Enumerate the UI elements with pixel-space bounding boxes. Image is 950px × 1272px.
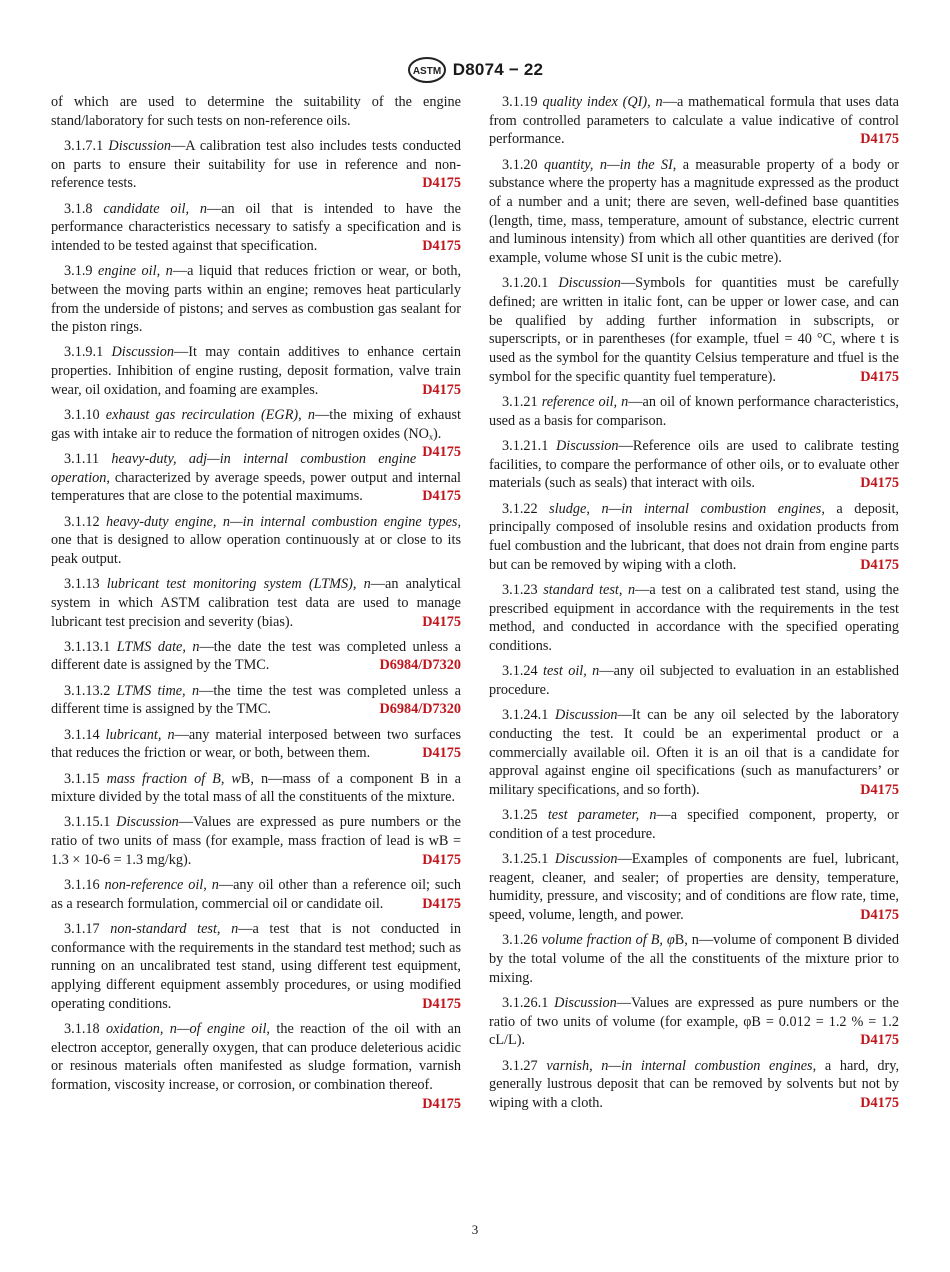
reference-link[interactable]: D4175 [860, 907, 899, 924]
definition-entry [489, 994, 899, 1050]
definition-entry [489, 93, 899, 149]
term: standard test, n [543, 581, 636, 598]
reference-link[interactable]: D4175 [422, 488, 461, 505]
section-number: 3.1.26.1 [502, 994, 549, 1011]
term: test oil, n [543, 663, 600, 680]
section-number: 3.1.21.1 [502, 437, 549, 454]
term: mass fraction of B, w [106, 770, 241, 787]
reference-link[interactable]: D4175 [860, 475, 899, 492]
definition-entry [51, 137, 461, 193]
term: Discussion [555, 707, 618, 724]
section-number: 3.1.25 [502, 807, 538, 824]
definition-entry [51, 343, 461, 399]
definition-entry [51, 920, 461, 1014]
reference-link[interactable]: D4175 [422, 851, 461, 868]
section-number: 3.1.21 [502, 394, 538, 411]
definition-text: —A calibration test also includes tests conducted on parts to ensure their suitability for use in reference and non-reference tests. [51, 137, 462, 192]
definition-text: —a test on a calibrated test stand, using the prescribed equipment in accordance with the requirements in the test method, and conducted in accordance with the specified operating conditions. [489, 581, 900, 654]
term: lubricant, n [105, 726, 175, 743]
section-number: 3.1.20.1 [502, 275, 549, 292]
reference-link[interactable]: D4175 [422, 745, 461, 762]
term: Discussion [558, 275, 621, 292]
definition-entry [51, 813, 461, 869]
reference-link[interactable]: D4175 [860, 368, 899, 385]
reference-link[interactable]: D4175 [860, 131, 899, 148]
definition-text: —any oil other than a reference oil; such as a research formulation, commercial oil or candidate oil. [51, 877, 462, 912]
svg-text:ASTM: ASTM [412, 66, 441, 77]
definition-text: , one that is designed to allow operation continuously at or close to its peak output. [51, 513, 461, 567]
section-number: 3.1.17 [64, 920, 100, 937]
term: lubricant test monitoring system (LTMS), n [106, 576, 371, 593]
term: heavy-duty engine, n—in internal combustion engine types [106, 513, 458, 530]
definition-entry [489, 806, 899, 843]
definition-entry [51, 726, 461, 763]
section-number: 3.1.24.1 [502, 707, 549, 724]
section-number: 3.1.25.1 [502, 851, 549, 868]
reference-link[interactable]: D4175 [422, 237, 461, 254]
right-column [489, 93, 899, 1119]
section-number: 3.1.13 [64, 576, 100, 593]
definition-text: —a test that is not conducted in conformance with the requirements in the standard test method; such as running on an uncalibrated test stand, using different test equipment, applying different equipment assembly procedures, or using modified operating conditions. [51, 920, 462, 1012]
definition-text: —Symbols for quantities must be carefully defined; are written in italic font, can be upper or lower case, and can be qualified by adding further information in subscripts, or superscripts, or in parentheses (for example, tfuel = 40 °C, where t is used as the symbol for the quantity Celsius temperature and tfuel is the symbol for the specific quantity fuel temperature). [489, 275, 899, 385]
definition-text: —a mathematical formula that uses data from controlled parameters to calculate a value indicative of control performance. [489, 94, 900, 148]
definition-text: —Values are expressed as pure numbers or the ratio of two units of mass (for example, mass fraction of lead is wB = 1.3 × 10-6 = 1.3 mg/kg). [51, 814, 462, 868]
reference-link[interactable]: D4175 [860, 781, 899, 798]
definition-entry [51, 638, 461, 675]
definition-text: —It may contain additives to enhance certain properties. Inhibition of engine rusting, deposit formation, valve train wear, oil oxidation, and foaming are examples. [51, 344, 461, 398]
reference-link[interactable]: D4175 [422, 444, 461, 461]
section-number: 3.1.12 [64, 513, 100, 530]
definition-entry [51, 450, 461, 506]
section-number: 3.1.13.1 [64, 638, 111, 655]
section-number: 3.1.26 [502, 932, 538, 949]
definition-text: , a measurable property of a body or substance where the property has a magnitude expressed as the product of a number and a unit; there are seven, well-defined base quantities (length, time, mass, temperature, amount of substance, electric current and luminous intensity) from which all other quantities are derived (for example, volume whose SI unit is the cubic metre). [489, 156, 899, 267]
definition-entry [489, 437, 899, 493]
term: Discussion [556, 437, 619, 454]
section-number: 3.1.8 [64, 200, 93, 217]
reference-link[interactable]: D4175 [422, 175, 461, 192]
definition-entry [51, 682, 461, 719]
definition-entry [489, 1057, 899, 1113]
term: non-reference oil, n [104, 877, 219, 894]
page-number: 3 [471, 1222, 479, 1237]
term: Discussion [108, 137, 171, 154]
term: heavy-duty, adj—in internal combustion engine operation [51, 450, 417, 486]
term: Discussion [554, 994, 617, 1011]
definition-text: —an oil that is intended to have the performance characteristics necessary to satisfy a specification and is intended to be tested against that specification. [51, 200, 461, 254]
term: candidate oil, n [103, 200, 207, 217]
reference-link[interactable]: D4175 [422, 1095, 461, 1112]
term: exhaust gas recirculation (EGR), n [105, 407, 316, 424]
definition-text: of which are used to determine the suitability of the engine stand/laboratory for such tests on non-reference oils. [51, 94, 461, 129]
definition-entry [489, 500, 899, 575]
definition-entry [489, 274, 899, 386]
page-header [0, 56, 950, 84]
term: Discussion [111, 344, 174, 361]
definition-text: —a liquid that reduces friction or wear, or both, between the moving parts within an engine; removes heat particularly from the underside of pistons; and serves as combustion gas sealant for the piston rings. [51, 263, 462, 336]
definition-text: —Reference oils are used to calibrate testing facilities, to compare the performance of other oils, or to evaluate other materials (such as seals) that interact with oils. [489, 437, 899, 492]
section-number: 3.1.27 [502, 1057, 538, 1074]
definition-text: —an oil of known performance characteristics, used as a basis for comparison. [489, 394, 899, 429]
definition-entry [489, 662, 899, 699]
definition-text: —an analytical system in which ASTM calibration test data are used to manage lubricant test precision and severity (bias). [51, 576, 462, 630]
reference-link[interactable]: D4175 [860, 1094, 899, 1111]
definition-text: —Values are expressed as pure numbers or the ratio of two units of volume (for example, φB = 0.012 = 1.2 % = 1.2 cL/L). [489, 994, 900, 1049]
document-id: D8074 − 22 [452, 60, 544, 79]
definition-entry [489, 393, 899, 430]
section-number: 3.1.10 [64, 407, 100, 424]
term: sludge, n—in internal combustion engines [549, 500, 822, 517]
section-number: 3.1.24 [502, 663, 538, 680]
definition-entry [51, 262, 461, 337]
definition-entry [489, 156, 899, 268]
definition-entry [489, 706, 899, 800]
definition-entry [51, 1020, 462, 1112]
definition-text: —any material interposed between two surfaces that reduces the friction or wear, or both, between them. [51, 726, 462, 762]
reference-link[interactable]: D6984/D7320 [379, 701, 461, 718]
term: varnish, n—in internal combustion engines [546, 1057, 813, 1074]
section-number: 3.1.18 [64, 1020, 100, 1037]
definition-text: —Examples of components are fuel, lubricant, reagent, cleaner, and sealer; of properties are density, temperature, humidity, pressure, and viscosity; and of conditions are flow rate, time, speed, volume, length, and power. [489, 851, 900, 924]
definition-text: , characterized by average speeds, power output and internal temperatures that are close to the potential maximums. [51, 469, 461, 505]
reference-link[interactable]: D4175 [422, 895, 461, 912]
reference-link[interactable]: D4175 [422, 613, 461, 630]
definition-text: —It can be any oil selected by the laboratory conducting the test. It could be an experimental product or a commercially available oil. Often it is an oil that is a candidate for approval against engine oil specifications (such as manufacturers’ or military specifications, and so forth). [489, 707, 900, 798]
term: non-standard test, n [110, 920, 239, 937]
term: oxidation, n—of engine oil [106, 1020, 267, 1037]
term: Discussion [554, 851, 618, 868]
definition-entry [51, 200, 461, 256]
definition-text: —the date the test was completed unless a different date is assigned by the TMC. [51, 638, 461, 674]
section-number: 3.1.11 [64, 450, 100, 467]
definition-entry [51, 876, 461, 913]
section-number: 3.1.14 [64, 726, 100, 743]
term: quality index (QI), n [542, 94, 663, 110]
astm-logo-icon [407, 56, 447, 84]
definition-entry [51, 513, 461, 569]
section-number: 3.1.19 [502, 94, 538, 110]
term: engine oil, n [98, 263, 173, 280]
definition-entry [489, 581, 899, 656]
definition-text: B, n—volume of component B divided by the total volume of the all the constituents of the mixture prior to mixing. [489, 932, 900, 986]
definition-entry [51, 93, 461, 130]
term: LTMS date, n [116, 638, 200, 655]
left-column [51, 93, 461, 1113]
definition-text: B, n—mass of a component B in a mixture divided by the total mass of all the constituents of the mixture. [51, 770, 461, 806]
definition-text: —a specified component, property, or condition of a test procedure. [489, 807, 900, 842]
section-number: 3.1.15 [64, 770, 100, 787]
section-number: 3.1.13.2 [64, 682, 111, 699]
section-number: 3.1.22 [502, 500, 538, 517]
definition-entry [489, 931, 899, 987]
section-number: 3.1.16 [64, 877, 100, 894]
term: Discussion [116, 814, 179, 831]
definition-text: , the reaction of the oil with an electron acceptor, generally oxygen, that can produce deleterious acidic or resinous materials often manifested as sludge formation, varnish formation, viscosity increase, or corrosion, or combination thereof. [51, 1020, 462, 1094]
definition-text: , a hard, dry, generally lustrous deposit that can be removed by solvents but not by wiping with a cloth. [489, 1057, 900, 1111]
definition-text: —the mixing of exhaust gas with intake air to reduce the formation of nitrogen oxides (NOₓ). [51, 407, 461, 442]
definition-entry [489, 850, 899, 925]
definition-text: —the time the test was completed unless a different time is assigned by the TMC. [51, 682, 461, 718]
term: reference oil, n [541, 394, 629, 411]
section-number: 3.1.9 [64, 263, 93, 280]
term: volume fraction of B, φ [541, 932, 675, 949]
reference-link[interactable]: D4175 [422, 381, 461, 398]
term: LTMS time, n [116, 682, 200, 699]
reference-link[interactable]: D4175 [422, 995, 461, 1012]
section-number: 3.1.9.1 [64, 344, 104, 361]
term: test parameter, n [547, 807, 657, 824]
definition-text: , a deposit, principally composed of insoluble resins and oxidation products from fuel combustion and the lubricant, that does not drain from engine parts but can be removed by wiping with a cloth. [489, 500, 899, 573]
reference-link[interactable]: D6984/D7320 [379, 657, 461, 674]
term: quantity, n—in the SI [544, 156, 673, 173]
reference-link[interactable]: D4175 [860, 556, 899, 573]
definition-entry [51, 770, 461, 807]
section-number: 3.1.20 [502, 156, 538, 173]
section-number: 3.1.7.1 [64, 137, 104, 154]
reference-link[interactable]: D4175 [860, 1032, 899, 1049]
section-number: 3.1.15.1 [64, 814, 111, 831]
definition-text: —any oil subjected to evaluation in an established procedure. [489, 663, 899, 698]
section-number: 3.1.23 [502, 581, 538, 598]
definition-entry [51, 575, 461, 631]
